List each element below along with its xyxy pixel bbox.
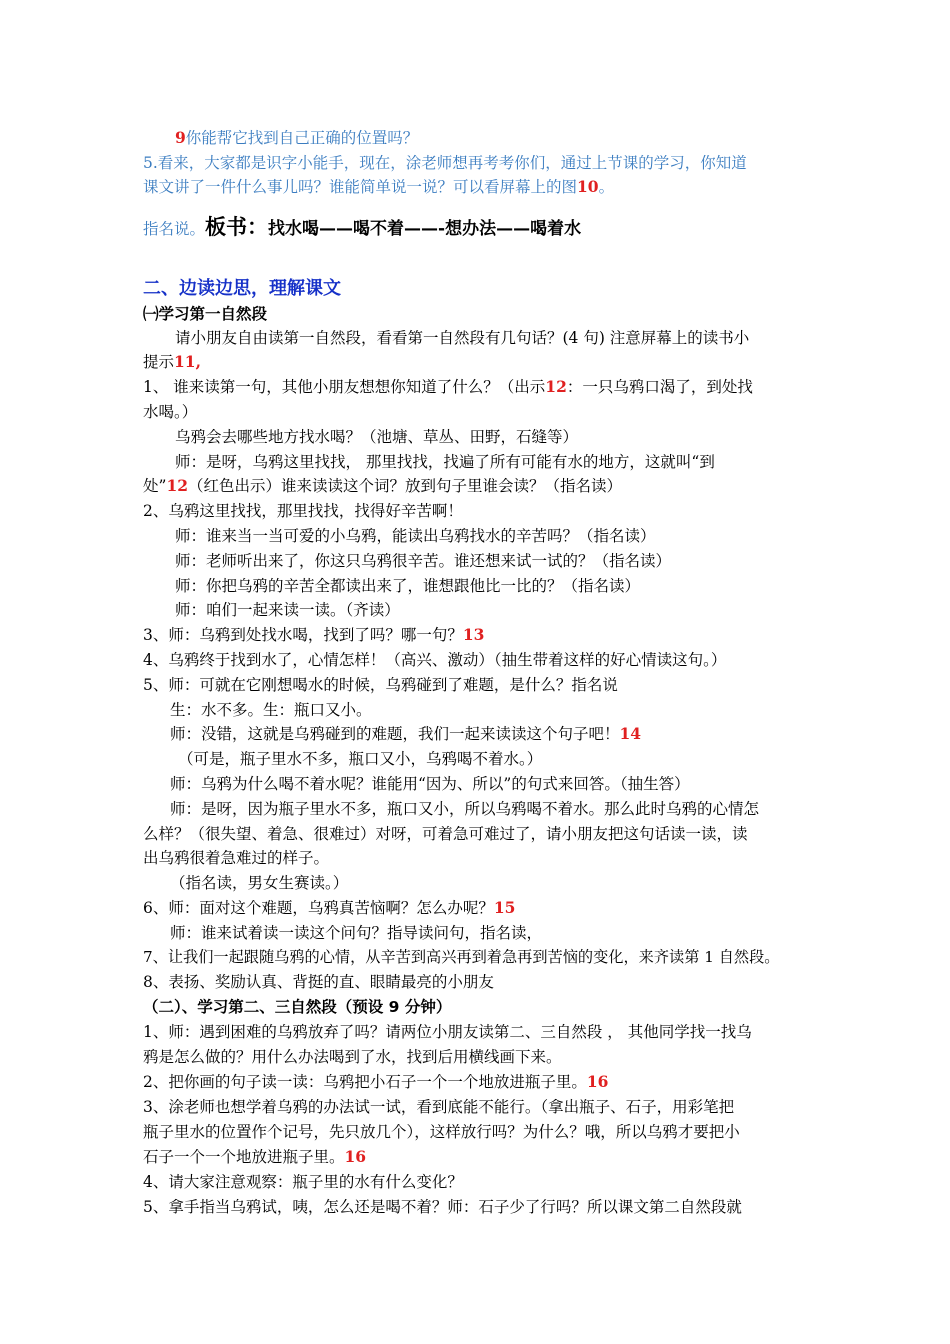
text: 。 <box>598 178 615 196</box>
paragraph-line: （可是，瓶子里水不多，瓶口又小，乌鸦喝不着水。） <box>178 750 543 768</box>
intro-line-2: 5.看来，大家都是识字小能手，现在，涂老师想再考考你们，通过上节课的学习，你知道 <box>143 154 747 172</box>
paragraph-line: 师：乌鸦为什么喝不着水呢？谁能用“因为、所以”的句式来回答。（抽生答） <box>170 775 690 793</box>
text: 处” <box>143 477 167 495</box>
text: 课文讲了一件什么事儿吗？谁能简单说一说？可以看屏幕上的图 <box>143 178 578 196</box>
picture-number: 12 <box>166 476 189 495</box>
paragraph-line: 鸦是怎么做的？用什么办法喝到了水，找到后用横线画下来。 <box>143 1048 562 1066</box>
subsection-1-title: ㈠学习第一自然段 <box>143 305 268 323</box>
paragraph-line: 4、请大家注意观察：瓶子里的水有什么变化？ <box>143 1173 463 1191</box>
paragraph-line: 生：水不多。生：瓶口又小。 <box>170 701 372 719</box>
picture-number: 16 <box>586 1072 609 1091</box>
board-text: 找水喝——喝不着——-想办法——喝着水 <box>268 219 582 239</box>
paragraph-line: 师：老师听出来了，你这只乌鸦很辛苦。谁还想来试一试的？（指名读） <box>175 552 672 570</box>
subsection-2-title: （二）、学习第二、三自然段（预设 9 分钟） <box>143 998 452 1016</box>
board-writing-line <box>143 212 581 244</box>
paragraph-line: 1、师：遇到困难的乌鸦放弃了吗？请两位小朋友读第二、三自然段 ， 其他同学找一找乌 <box>143 1023 752 1041</box>
text: 石子一个一个地放进瓶子里。 <box>143 1148 345 1166</box>
picture-number: 12 <box>545 377 567 396</box>
paragraph-line <box>143 474 622 498</box>
intro-line-1 <box>175 126 418 150</box>
paragraph-line: 水喝。） <box>143 403 198 421</box>
picture-number: 9 <box>175 128 186 147</box>
text: 1、 谁来读第一句，其他小朋友想想你知道了什么？（出示 <box>143 378 546 396</box>
paragraph-line: 乌鸦会去哪些地方找水喝？（池塘、草丛、田野，石缝等） <box>175 428 579 446</box>
paragraph-line <box>143 896 515 920</box>
paragraph-line: 5、师：可就在它刚想喝水的时候，乌鸦碰到了难题，是什么？指名说 <box>143 676 618 694</box>
paragraph-line: 师：你把乌鸦的辛苦全都读出来了，谁想跟他比一比的？（指名读） <box>175 577 641 595</box>
paragraph-line <box>143 1145 366 1169</box>
paragraph-line: （指名读，男女生赛读。） <box>170 874 349 892</box>
paragraph-line <box>170 722 641 746</box>
paragraph-line <box>143 1070 608 1094</box>
text: （红色出示）谁来读读这个词？放到句子里谁会读？（指名读） <box>188 477 623 495</box>
picture-number: 16 <box>344 1147 367 1166</box>
text: 提示 <box>143 353 175 371</box>
picture-number: 10 <box>577 177 599 196</box>
paragraph-line: 么样？（很失望、着急、很难过）对呀，可着急可难过了，请小朋友把这句话读一读，读 <box>143 825 748 843</box>
board-label: 板书： <box>205 215 269 239</box>
paragraph-line <box>143 623 484 647</box>
paragraph-line <box>143 375 753 399</box>
text: 6、师：面对这个难题，乌鸦真苦恼啊？怎么办呢？ <box>143 899 494 917</box>
paragraph-line: 师：是呀，因为瓶子里水不多，瓶口又小，所以乌鸦喝不着水。那么此时乌鸦的心情怎 <box>170 800 760 818</box>
paragraph-line: 请小朋友自由读第一自然段，看看第一自然段有几句话？(4 句) 注意屏幕上的读书小 <box>175 329 750 347</box>
board-prefix: 指名说。 <box>143 220 206 238</box>
paragraph-line: 8、表扬、奖励认真、背挺的直、眼睛最亮的小朋友 <box>143 973 494 991</box>
paragraph-line: 4、乌鸦终于找到水了，心情怎样！（高兴、激动）（抽生带着这样的好心情读这句。） <box>143 651 727 669</box>
paragraph-line: 2、乌鸦这里找找，那里找找，找得好辛苦啊！ <box>143 502 463 520</box>
text: 师：没错，这就是乌鸦碰到的难题，我们一起来读读这个句子吧！ <box>170 725 620 743</box>
paragraph-line: 师：谁来试着读一读这个问句？指导读问句，指名读， <box>170 924 543 942</box>
picture-number: 11, <box>174 352 201 371</box>
text: 3、师：乌鸦到处找水喝，找到了吗？哪一句？ <box>143 626 463 644</box>
paragraph-line: 7、让我们一起跟随乌鸦的心情，从辛苦到高兴再到着急再到苦恼的变化，来齐读第 1 自然段。 <box>143 948 780 966</box>
picture-number: 14 <box>619 724 642 743</box>
text: 2、把你画的句子读一读：乌鸦把小石子一个一个地放进瓶子里。 <box>143 1073 587 1091</box>
paragraph-line: 师：是呀，乌鸦这里找找， 那里找找，找遍了所有可能有水的地方，这就叫“到 <box>175 453 715 471</box>
section-title: 二、边读边思，理解课文 <box>143 278 341 299</box>
paragraph-line: 出乌鸦很着急难过的样子。 <box>143 849 330 867</box>
paragraph-line: 师：谁来当一当可爱的小乌鸦，能读出乌鸦找水的辛苦吗？（指名读） <box>175 527 656 545</box>
intro-line-3 <box>143 175 614 199</box>
paragraph-line: 5、拿手指当乌鸦试，咦，怎么还是喝不着？师：石子少了行吗？所以课文第二自然段就 <box>143 1198 742 1216</box>
paragraph-line: 瓶子里水的位置作个记号，先只放几个），这样放行吗？为什么？哦，所以乌鸦才要把小 <box>143 1123 740 1141</box>
paragraph-line: 3、涂老师也想学着乌鸦的办法试一试，看到底能不能行。（拿出瓶子、石子，用彩笔把 <box>143 1098 735 1116</box>
paragraph-line: 师：咱们一起来读一读。（齐读） <box>175 601 400 619</box>
text: 你能帮它找到自己正确的位置吗？ <box>185 129 419 147</box>
picture-number: 15 <box>493 898 516 917</box>
picture-number: 13 <box>462 625 485 644</box>
text: ：一只乌鸦口渴了，到处找 <box>566 378 753 396</box>
paragraph-line <box>143 350 201 374</box>
